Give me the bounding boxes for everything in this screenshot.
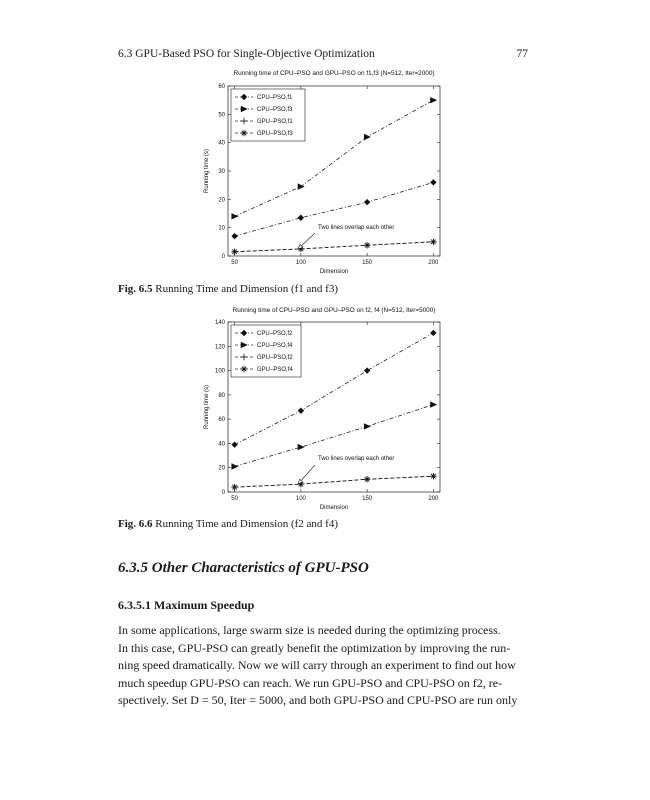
figure-caption-text: Running Time and Dimension (f1 and f3) xyxy=(155,283,338,295)
legend-label: CPU–PSO,f3 xyxy=(257,107,293,113)
y-tick-label: 0 xyxy=(221,490,225,496)
data-point xyxy=(430,239,436,245)
x-tick-label: 100 xyxy=(295,496,306,502)
chart-running-time-f2-f4 xyxy=(0,300,650,518)
data-point xyxy=(298,183,305,189)
data-point xyxy=(364,476,370,482)
data-point xyxy=(298,215,304,221)
data-point xyxy=(231,441,237,447)
figure-label: Fig. 6.5 xyxy=(118,283,153,295)
legend-label: GPU–PSO,f1 xyxy=(257,119,293,125)
chart-title: Running time of CPU–PSO and GPU–PSO on f1,f3 (N=512, Iter=2000) xyxy=(233,70,435,77)
x-axis-label: Dimension xyxy=(319,505,349,511)
data-point xyxy=(430,330,436,336)
y-tick-label: 60 xyxy=(218,84,225,90)
y-axis-label: Running time (s) xyxy=(204,148,210,194)
legend-label: CPU–PSO,f4 xyxy=(257,343,293,349)
series-4 xyxy=(231,239,436,255)
data-point xyxy=(430,401,437,407)
legend-label: CPU–PSO,f1 xyxy=(257,95,293,101)
section-title: 6.3.5 Other Characteristics of GPU-PSO xyxy=(118,560,369,576)
page-number: 77 xyxy=(516,48,528,60)
y-tick-label: 10 xyxy=(218,225,225,232)
legend xyxy=(231,89,305,141)
data-point xyxy=(364,199,370,205)
legend-label: GPU–PSO,f3 xyxy=(257,131,293,137)
paragraph-line: In this case, GPU-PSO can greatly benefit the optimization by improving the run- xyxy=(118,640,511,655)
y-tick-label: 30 xyxy=(218,169,225,175)
figure-caption xyxy=(118,518,338,530)
y-tick-label: 0 xyxy=(221,254,225,260)
legend-marker xyxy=(241,130,247,136)
data-point xyxy=(231,213,238,219)
data-point xyxy=(364,242,370,248)
paragraph-line: ning speed dramatically. Now we will carry through an experiment to find out how xyxy=(118,658,516,673)
running-header: 6.3 GPU-Based PSO for Single-Objective Optimization xyxy=(118,48,375,60)
y-axis-label: Running time (s) xyxy=(204,384,210,430)
figure-caption xyxy=(118,283,338,295)
x-tick-label: 100 xyxy=(295,260,306,266)
legend-label: CPU–PSO,f2 xyxy=(257,331,293,337)
y-tick-label: 80 xyxy=(218,392,225,399)
chart-annotation: Two lines overlap each other xyxy=(318,225,395,231)
x-tick-label: 50 xyxy=(231,260,238,266)
body-paragraph xyxy=(118,622,528,710)
legend-marker xyxy=(241,366,247,372)
y-tick-label: 50 xyxy=(218,112,225,119)
paragraph-line: much speedup GPU-PSO can reach. We run GPU-PSO and CPU-PSO on f2, re- xyxy=(118,675,503,690)
data-point xyxy=(364,423,371,429)
legend-label: GPU–PSO,f4 xyxy=(257,367,293,373)
data-point xyxy=(430,473,436,479)
figure-caption-text: Running Time and Dimension (f2 and f4) xyxy=(155,518,338,530)
data-point xyxy=(298,407,304,413)
chart-title: Running time of CPU–PSO and GPU–PSO on f2, f4 (N=512, Iter=5000) xyxy=(232,307,436,314)
x-tick-label: 200 xyxy=(428,260,439,266)
y-tick-label: 20 xyxy=(218,465,225,472)
y-tick-label: 60 xyxy=(218,417,225,424)
y-tick-label: 40 xyxy=(218,441,225,448)
y-tick-label: 20 xyxy=(218,197,225,204)
data-point xyxy=(231,484,237,490)
x-tick-label: 150 xyxy=(362,260,373,266)
legend xyxy=(231,325,301,377)
data-point xyxy=(364,134,371,140)
subsection-title: 6.3.5.1 Maximum Speedup xyxy=(118,598,255,612)
series-line xyxy=(235,476,434,487)
y-tick-label: 120 xyxy=(214,344,225,351)
data-point xyxy=(430,97,437,103)
chart-annotation: Two lines overlap each other xyxy=(318,456,395,462)
data-point xyxy=(364,367,370,373)
series-line xyxy=(235,242,434,252)
data-point xyxy=(231,233,237,239)
y-tick-label: 40 xyxy=(218,140,225,147)
y-tick-label: 140 xyxy=(214,320,225,326)
x-axis-label: Dimension xyxy=(319,269,349,275)
x-tick-label: 200 xyxy=(428,496,439,502)
series-4 xyxy=(231,473,436,490)
data-point xyxy=(430,179,436,185)
y-tick-label: 100 xyxy=(214,368,225,375)
chart-running-time-f1-f3 xyxy=(0,62,650,282)
data-point xyxy=(231,249,237,255)
x-tick-label: 50 xyxy=(231,496,238,502)
data-point xyxy=(231,463,238,469)
paragraph-line: In some applications, large swarm size is needed during the optimizing process. xyxy=(118,623,501,637)
paragraph-line: spectively. Set D = 50, Iter = 5000, and both GPU-PSO and CPU-PSO are run only xyxy=(118,693,518,708)
data-point xyxy=(298,444,305,450)
figure-label: Fig. 6.6 xyxy=(118,518,153,530)
x-tick-label: 150 xyxy=(362,496,373,502)
legend-label: GPU–PSO,f2 xyxy=(257,355,293,361)
